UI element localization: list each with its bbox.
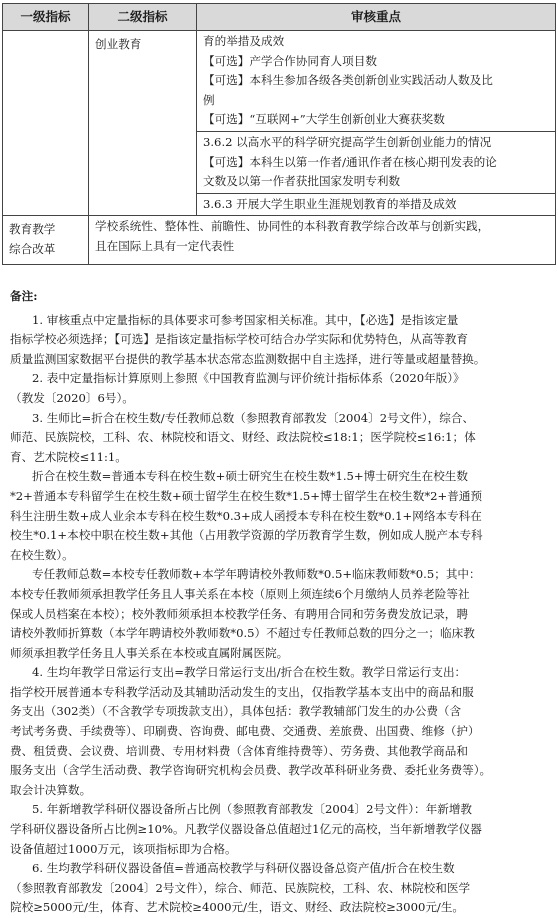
level1-cell: 教育教学 综合改革 xyxy=(3,216,89,264)
note-paragraph xyxy=(10,467,550,565)
focus-subcell: 3.6.2 以高水平的科学研究提高学生创新创业能力的情况 【可选】本科生以第一作者/通讯作者在核心期刊发表的论 文数及以第一作者获批国家发明专利数 xyxy=(197,132,555,194)
note-line: 取会计决算数。 xyxy=(10,782,92,797)
note-line: 院校≥5000元/生，体育、艺术院校≥4000元/生，语文、财经、政法院校≥3000元/生。 xyxy=(10,900,465,915)
table-header-row xyxy=(3,4,556,31)
header-level1: 一级指标 xyxy=(3,4,89,31)
note-line: 3. 生师比=折合在校生数/专任教师总数（参照教育部教发〔2004〕2号文件），综合、 xyxy=(32,410,475,425)
level2-cell: 创业教育 xyxy=(89,31,197,216)
note-line: 5. 年新增教学科研仪器设备所占比例（参照教育部教发〔2004〕2号文件）：年新增教 xyxy=(32,802,473,817)
focus-subcell: 3.6.3 开展大学生职业生涯规划教育的举措及成效 xyxy=(203,196,457,211)
notes-section xyxy=(10,287,550,918)
note-line: 请校外教师折算数（本学年聘请校外教师数*0.5）不超过专任教师总数的四分之一；临床教 xyxy=(10,626,475,641)
note-paragraph xyxy=(10,565,550,663)
note-line: 在校生数）。 xyxy=(10,547,74,562)
note-line: 6. 生均教学科研仪器设备值=普通高校教学与科研仪器设备总资产值/折合在校生数 xyxy=(32,861,455,876)
note-paragraph xyxy=(10,409,550,468)
note-line: 折合在校生数=普通本专科在校生数+硕士研究生在校生数*1.5+博士研究生在校生数 xyxy=(32,469,468,484)
note-line: （教发〔2020〕6号）。 xyxy=(10,390,134,405)
note-line: 服务支出（含学生活动费、教学咨询研究机构会员费、教学改革科研业务费、委托业务费等）。 xyxy=(10,763,492,778)
note-line: 育、艺术院校≤11:1。 xyxy=(10,449,127,464)
note-line: 保或人员档案在本校）；校外教师须承担本校教学任务、有聘用合同和劳务费发放记录，聘 xyxy=(10,606,468,621)
note-line: 务支出（302类）（不含教学专项拨款支出），具体包括：教学教辅部门发生的办公费（含 xyxy=(10,704,462,719)
note-line: 师范、民族院校，工科、农、林院校和语文、财经、政法院校≤18:1；医学院校≤16:1；体 xyxy=(10,430,476,445)
note-line: 科生注册生数+成人业余本专科在校生数*0.3+成人函授本专科在校生数*0.1+网络本专科在 xyxy=(10,508,482,523)
note-line: 校生*0.1+本校中职在校生数+其他（占用教学资源的学历教育学生数，例如成人脱产本专科 xyxy=(10,528,483,543)
table-row xyxy=(3,31,556,216)
note-paragraph xyxy=(10,663,550,800)
note-line: 学科研仪器设备所占比例≥10%。凡教学仪器设备总值超过1亿元的高校，当年新增教学仪器 xyxy=(10,822,482,837)
note-line: 1. 审核重点中定量指标的具体要求可参考国家相关标准。其中，【必选】是指该定量 xyxy=(32,312,459,327)
level1-cell xyxy=(3,31,89,216)
note-line: 4. 生均年教学日常运行支出=教学日常运行支出/折合在校生数。教学日常运行支出： xyxy=(32,665,467,680)
note-line: *2+普通本专科留学生在校生数+硕士留学生在校生数*1.5+博士留学生在校生数*2+普通预 xyxy=(10,488,483,503)
note-line: 专任教师总数=本校专任教师数+本学年聘请校外教师数*0.5+临床教师数*0.5；其中： xyxy=(32,567,481,582)
note-paragraph xyxy=(10,800,550,859)
note-line: （参照教育部教发〔2004〕2号文件），综合、师范、民族院校，工科、农、林院校和医学 xyxy=(10,880,471,895)
note-line: 师须承担教学任务且人事关系在本校或直属附属医院。 xyxy=(10,645,289,660)
note-line: 费、租赁费、会议费、培训费、专用材料费（含体育维持费等）、劳务费、其他教学商品和 xyxy=(10,743,468,758)
notes-body xyxy=(10,311,550,918)
note-line: 本校专任教师须承担教学任务且人事关系在本校（原则上须连续6个月缴纳人员养老险等社 xyxy=(10,586,470,601)
notes-title: 备注: xyxy=(10,289,38,303)
focus-subcell: 学校系统性、整体性、前瞻性、协同性的本科教育教学综合改革与创新实践， 且在国际上具有一定代表性 xyxy=(95,219,490,253)
note-paragraph xyxy=(10,369,550,408)
header-level2: 二级指标 xyxy=(89,4,197,31)
focus-subcell: 育的举措及成效 【可选】产学合作协同育人项目数 【可选】本科生参加各级各类创新创业实践活动人数及比 例 【可选】“互联网+”大学生创新创业大赛获奖数 xyxy=(197,31,555,132)
review-table xyxy=(2,3,556,265)
note-line: 设备值超过1000万元，该项指标即为合格。 xyxy=(10,841,237,856)
focus-cell xyxy=(197,31,556,216)
focus-cell xyxy=(89,216,556,264)
note-line: 考试考务费、手续费等）、印刷费、咨询费、邮电费、交通费、差旅费、出国费、维修（护） xyxy=(10,724,480,739)
note-paragraph xyxy=(10,311,550,370)
note-line: 指标学校必须选择；【可选】是指该定量指标学校可结合办学实际和优势特色，从高等教育 xyxy=(10,332,468,347)
note-paragraph xyxy=(10,859,550,918)
table-row xyxy=(3,216,556,264)
note-line: 质量监测国家数据平台提供的教学基本状态常态监测数据中自主选择，进行等量或超量替换。 xyxy=(10,351,486,366)
note-line: 指学校开展普通本专科教学活动及其辅助活动发生的支出，仅指教学基本支出中的商品和服 xyxy=(10,684,474,699)
note-line: 2. 表中定量指标计算原则上参照《中国教育监测与评价统计指标体系（2020年版）》 xyxy=(32,371,465,386)
header-focus: 审核重点 xyxy=(197,4,556,31)
